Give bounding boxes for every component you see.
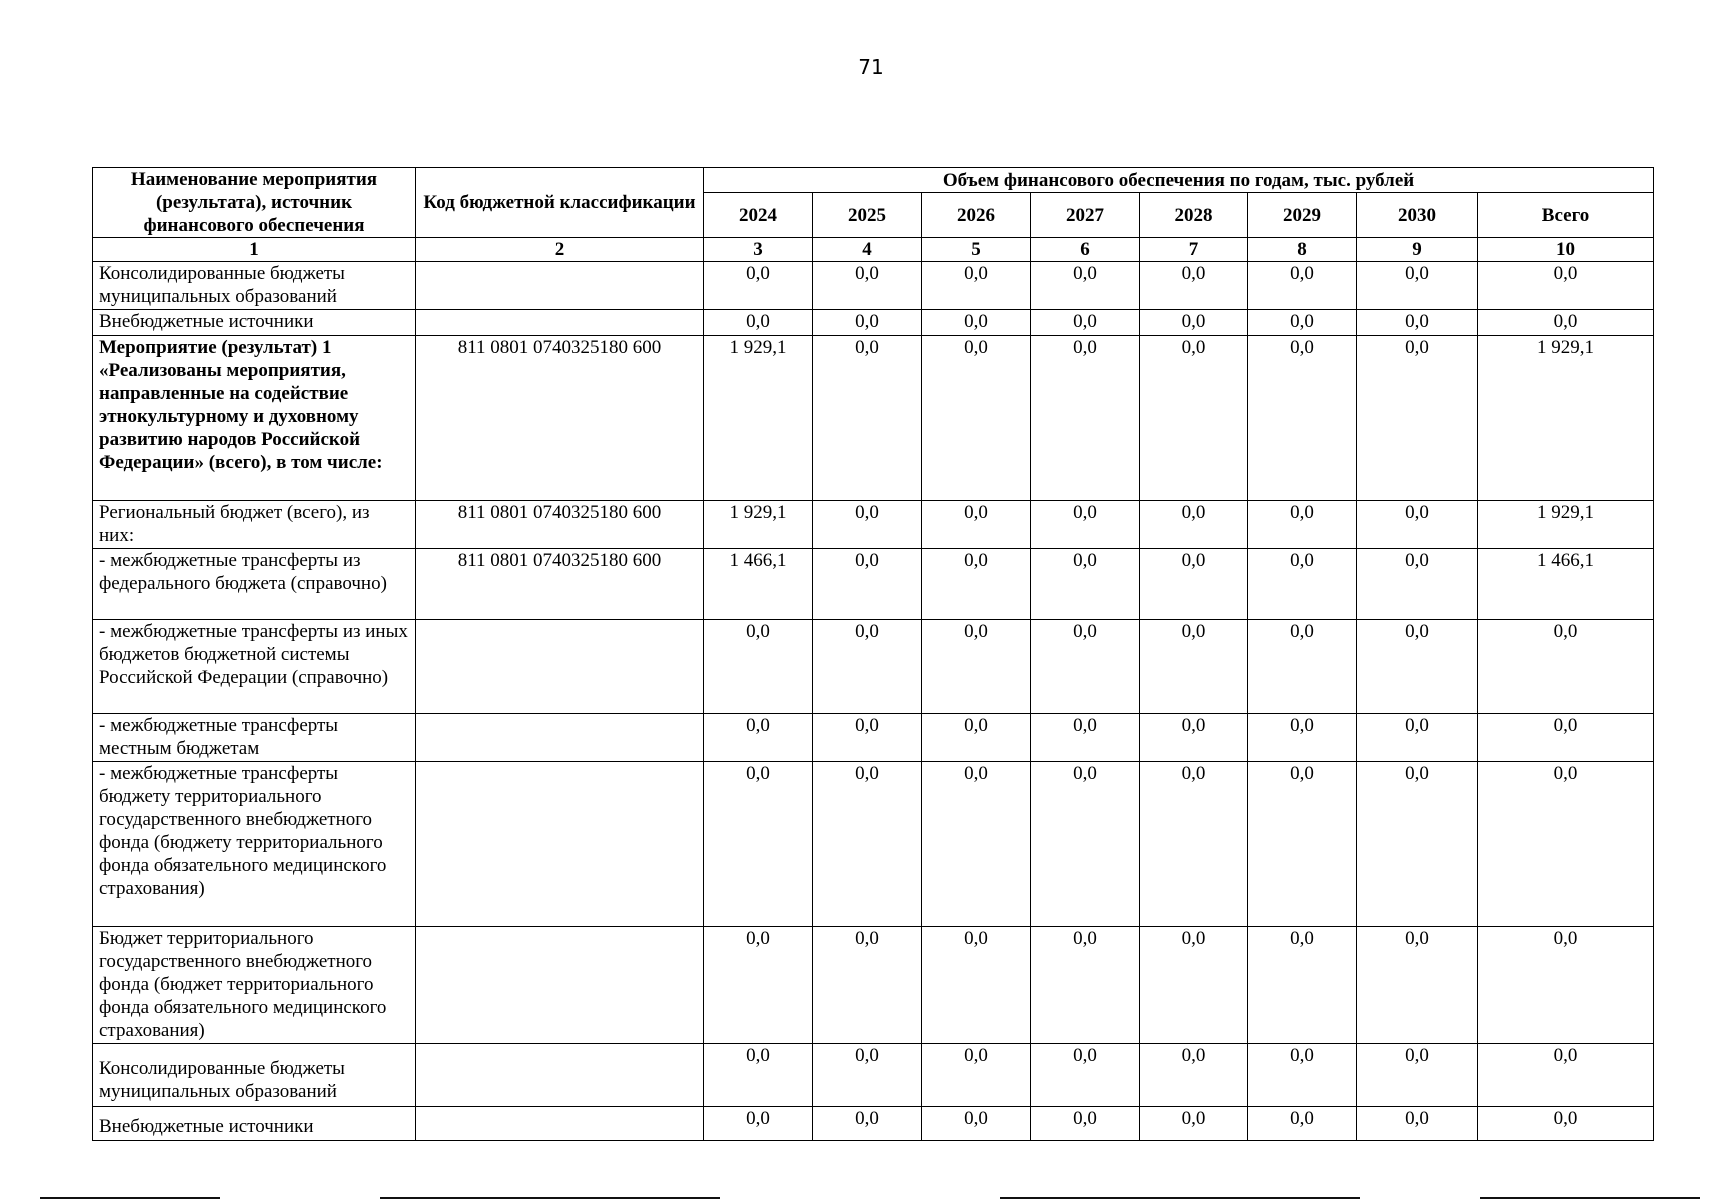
row-value: 0,0 bbox=[704, 1107, 813, 1141]
row-value: 0,0 bbox=[922, 262, 1031, 310]
row-code: 811 0801 0740325180 600 bbox=[416, 549, 704, 620]
row-value: 0,0 bbox=[704, 714, 813, 762]
row-value: 0,0 bbox=[922, 336, 1031, 501]
row-value: 0,0 bbox=[1248, 927, 1357, 1044]
row-value: 0,0 bbox=[922, 927, 1031, 1044]
row-value: 0,0 bbox=[922, 501, 1031, 549]
column-number: 7 bbox=[1140, 238, 1248, 262]
row-name: Внебюджетные источники bbox=[93, 310, 416, 336]
row-value: 0,0 bbox=[704, 1044, 813, 1107]
row-value: 0,0 bbox=[813, 549, 922, 620]
row-value: 0,0 bbox=[1031, 549, 1140, 620]
scan-edge-line bbox=[40, 1197, 220, 1199]
row-value: 0,0 bbox=[1140, 501, 1248, 549]
row-value: 0,0 bbox=[1357, 620, 1478, 714]
row-value: 0,0 bbox=[1031, 262, 1140, 310]
column-number: 10 bbox=[1478, 238, 1654, 262]
table-row bbox=[93, 262, 1654, 310]
row-value: 0,0 bbox=[922, 714, 1031, 762]
row-name: - межбюджетные трансферты местным бюджетам bbox=[93, 714, 416, 762]
row-value: 0,0 bbox=[1248, 1044, 1357, 1107]
row-value: 0,0 bbox=[1248, 762, 1357, 927]
row-code: 811 0801 0740325180 600 bbox=[416, 501, 704, 549]
row-value: 0,0 bbox=[922, 620, 1031, 714]
header-total: Всего bbox=[1478, 193, 1654, 238]
table-row bbox=[93, 336, 1654, 501]
row-code bbox=[416, 310, 704, 336]
row-total: 1 466,1 bbox=[1478, 549, 1654, 620]
header-row-main bbox=[93, 168, 1654, 193]
scan-edge-line bbox=[1000, 1197, 1360, 1199]
row-value: 0,0 bbox=[813, 262, 922, 310]
row-value: 0,0 bbox=[1031, 927, 1140, 1044]
row-name: - межбюджетные трансферты бюджету территориального государственного внебюджетного фонда (бюджету территориального фонда обязательного медицинского страхования) bbox=[93, 762, 416, 927]
row-value: 0,0 bbox=[1140, 336, 1248, 501]
row-total: 1 929,1 bbox=[1478, 501, 1654, 549]
row-name: - межбюджетные трансферты из иных бюджетов бюджетной системы Российской Федерации (справочно) bbox=[93, 620, 416, 714]
row-code bbox=[416, 1107, 704, 1141]
row-value: 0,0 bbox=[1248, 501, 1357, 549]
row-value: 0,0 bbox=[704, 927, 813, 1044]
column-number-row bbox=[93, 238, 1654, 262]
table-row bbox=[93, 762, 1654, 927]
row-value: 0,0 bbox=[813, 927, 922, 1044]
row-code bbox=[416, 714, 704, 762]
scan-edge-line bbox=[1480, 1197, 1700, 1199]
header-name: Наименование мероприятия (результата), источник финансового обеспечения bbox=[93, 168, 416, 238]
row-value: 0,0 bbox=[1357, 1044, 1478, 1107]
row-value: 0,0 bbox=[813, 336, 922, 501]
row-name: Региональный бюджет (всего), из них: bbox=[93, 501, 416, 549]
row-value: 0,0 bbox=[1140, 620, 1248, 714]
header-year: 2028 bbox=[1140, 193, 1248, 238]
column-number: 1 bbox=[93, 238, 416, 262]
row-value: 0,0 bbox=[1140, 1107, 1248, 1141]
header-year: 2030 bbox=[1357, 193, 1478, 238]
row-value: 0,0 bbox=[813, 1107, 922, 1141]
row-value: 0,0 bbox=[1140, 310, 1248, 336]
header-year: 2029 bbox=[1248, 193, 1357, 238]
row-value: 1 929,1 bbox=[704, 501, 813, 549]
row-value: 0,0 bbox=[1248, 1107, 1357, 1141]
row-value: 0,0 bbox=[1248, 549, 1357, 620]
row-value: 0,0 bbox=[1031, 336, 1140, 501]
row-value: 0,0 bbox=[1248, 310, 1357, 336]
scan-edge-line bbox=[380, 1197, 720, 1199]
row-name: Бюджет территориального государственного внебюджетного фонда (бюджет территориального фонда обязательного медицинского страхования) bbox=[93, 927, 416, 1044]
row-value: 0,0 bbox=[1031, 620, 1140, 714]
row-code bbox=[416, 1044, 704, 1107]
row-value: 0,0 bbox=[1357, 262, 1478, 310]
row-code: 811 0801 0740325180 600 bbox=[416, 336, 704, 501]
row-total: 0,0 bbox=[1478, 714, 1654, 762]
row-value: 0,0 bbox=[813, 762, 922, 927]
row-total: 1 929,1 bbox=[1478, 336, 1654, 501]
row-value: 0,0 bbox=[704, 262, 813, 310]
row-value: 0,0 bbox=[1140, 927, 1248, 1044]
column-number: 5 bbox=[922, 238, 1031, 262]
column-number: 4 bbox=[813, 238, 922, 262]
table-row bbox=[93, 620, 1654, 714]
row-value: 1 929,1 bbox=[704, 336, 813, 501]
row-value: 0,0 bbox=[1031, 310, 1140, 336]
row-value: 0,0 bbox=[704, 310, 813, 336]
row-value: 0,0 bbox=[813, 714, 922, 762]
row-value: 0,0 bbox=[1357, 336, 1478, 501]
row-value: 0,0 bbox=[1140, 1044, 1248, 1107]
row-value: 0,0 bbox=[1357, 714, 1478, 762]
row-name: Консолидированные бюджеты муниципальных образований bbox=[93, 262, 416, 310]
header-years-group: Объем финансового обеспечения по годам, тыс. рублей bbox=[704, 168, 1654, 193]
table-row bbox=[93, 310, 1654, 336]
column-number: 9 bbox=[1357, 238, 1478, 262]
row-name: Внебюджетные источники bbox=[93, 1107, 416, 1141]
header-year: 2026 bbox=[922, 193, 1031, 238]
row-code bbox=[416, 762, 704, 927]
row-value: 0,0 bbox=[1140, 549, 1248, 620]
row-value: 0,0 bbox=[1248, 620, 1357, 714]
row-total: 0,0 bbox=[1478, 762, 1654, 927]
row-value: 0,0 bbox=[813, 310, 922, 336]
row-name: Консолидированные бюджеты муниципальных образований bbox=[93, 1044, 416, 1107]
column-number: 8 bbox=[1248, 238, 1357, 262]
table-row bbox=[93, 1107, 1654, 1141]
row-value: 0,0 bbox=[922, 310, 1031, 336]
row-value: 0,0 bbox=[813, 620, 922, 714]
header-year: 2025 bbox=[813, 193, 922, 238]
table-row bbox=[93, 1044, 1654, 1107]
row-value: 0,0 bbox=[1357, 762, 1478, 927]
row-value: 0,0 bbox=[1140, 762, 1248, 927]
row-value: 0,0 bbox=[1248, 262, 1357, 310]
row-value: 0,0 bbox=[1357, 927, 1478, 1044]
row-value: 0,0 bbox=[1031, 762, 1140, 927]
row-code bbox=[416, 620, 704, 714]
row-value: 0,0 bbox=[704, 620, 813, 714]
page-number: 71 bbox=[858, 55, 884, 79]
row-value: 0,0 bbox=[1031, 1044, 1140, 1107]
row-total: 0,0 bbox=[1478, 927, 1654, 1044]
row-value: 0,0 bbox=[922, 549, 1031, 620]
row-value: 0,0 bbox=[1357, 549, 1478, 620]
table-row bbox=[93, 927, 1654, 1044]
row-value: 0,0 bbox=[1031, 501, 1140, 549]
row-value: 0,0 bbox=[1357, 310, 1478, 336]
row-value: 0,0 bbox=[813, 501, 922, 549]
row-value: 0,0 bbox=[922, 1107, 1031, 1141]
row-total: 0,0 bbox=[1478, 1107, 1654, 1141]
table-row bbox=[93, 501, 1654, 549]
row-value: 0,0 bbox=[704, 762, 813, 927]
row-value: 0,0 bbox=[1357, 501, 1478, 549]
header-year: 2027 bbox=[1031, 193, 1140, 238]
row-value: 0,0 bbox=[813, 1044, 922, 1107]
row-total: 0,0 bbox=[1478, 310, 1654, 336]
table-row bbox=[93, 714, 1654, 762]
row-value: 0,0 bbox=[1140, 714, 1248, 762]
header-year: 2024 bbox=[704, 193, 813, 238]
column-number: 3 bbox=[704, 238, 813, 262]
row-name: Мероприятие (результат) 1 «Реализованы мероприятия, направленные на содействие этнокультурному и духовному развитию народов Российской Федерации» (всего), в том числе: bbox=[93, 336, 416, 501]
row-value: 0,0 bbox=[1357, 1107, 1478, 1141]
column-number: 6 bbox=[1031, 238, 1140, 262]
row-value: 0,0 bbox=[1140, 262, 1248, 310]
row-name: - межбюджетные трансферты из федерального бюджета (справочно) bbox=[93, 549, 416, 620]
table-row bbox=[93, 549, 1654, 620]
row-value: 1 466,1 bbox=[704, 549, 813, 620]
row-value: 0,0 bbox=[922, 1044, 1031, 1107]
row-value: 0,0 bbox=[922, 762, 1031, 927]
row-total: 0,0 bbox=[1478, 620, 1654, 714]
row-value: 0,0 bbox=[1031, 714, 1140, 762]
header-code: Код бюджетной классификации bbox=[416, 168, 704, 238]
column-number: 2 bbox=[416, 238, 704, 262]
row-value: 0,0 bbox=[1248, 714, 1357, 762]
row-code bbox=[416, 262, 704, 310]
row-value: 0,0 bbox=[1248, 336, 1357, 501]
row-total: 0,0 bbox=[1478, 1044, 1654, 1107]
row-total: 0,0 bbox=[1478, 262, 1654, 310]
financing-table bbox=[92, 167, 1654, 1141]
row-value: 0,0 bbox=[1031, 1107, 1140, 1141]
row-code bbox=[416, 927, 704, 1044]
